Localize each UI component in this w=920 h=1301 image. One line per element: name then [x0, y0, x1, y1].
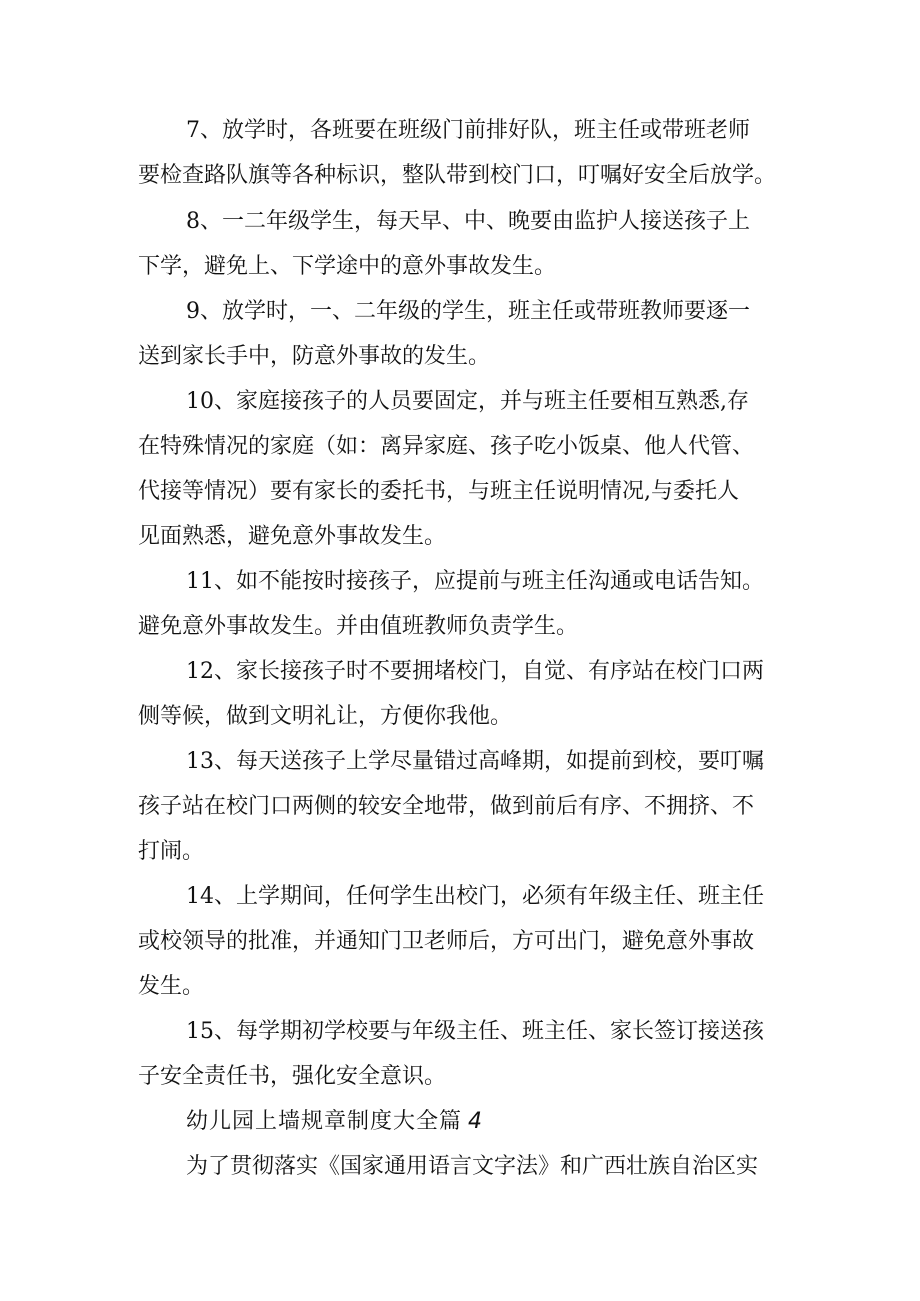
paragraph-14-line-3: 发生。: [138, 974, 205, 999]
paragraph-11-line-2: 避免意外事故发生。并由值班教师负责学生。: [138, 614, 579, 639]
paragraph-12-line-2: 侧等候，做到文明礼让，方便你我他。: [138, 704, 513, 729]
paragraph-11-line-1: 11、如不能按时接孩子，应提前与班主任沟通或电话告知。: [186, 569, 764, 594]
paragraph-9-line-1: 9、放学时，一、二年级的学生，班主任或带班教师要逐一: [186, 299, 750, 324]
paragraph-8-line-2: 下学，避免上、下学途中的意外事故发生。: [138, 254, 557, 279]
section-heading: [186, 1107, 483, 1137]
paragraph-10-line-1: 10、家庭接孩子的人员要固定，并与班主任要相互熟悉,存: [186, 389, 749, 414]
paragraph-9-line-2: 送到家长手中，防意外事故的发生。: [138, 344, 491, 369]
closing-paragraph-line-1: 为了贯彻落实《国家通用语言文字法》和广西壮族自治区实: [186, 1154, 759, 1179]
paragraph-8-line-1: 8、一二年级学生，每天早、中、晚要由监护人接送孩子上: [186, 209, 750, 234]
paragraph-7-line-1: 7、放学时，各班要在班级门前排好队，班主任或带班老师: [186, 118, 750, 143]
paragraph-7-line-2: 要检查路队旗等各种标识，整队带到校门口，叮嘱好安全后放学。: [138, 163, 777, 188]
section-heading-text: 幼儿园上墙规章制度大全篇: [186, 1109, 463, 1134]
paragraph-10-line-3: 代接等情况）要有家长的委托书，与班主任说明情况,与委托人: [138, 479, 739, 504]
paragraph-13-line-1: 13、每天送孩子上学尽量错过高峰期，如提前到校，要叮嘱: [186, 749, 764, 774]
paragraph-15-line-1: 15、每学期初学校要与年级主任、班主任、家长签订接送孩: [186, 1019, 764, 1044]
paragraph-10-line-2: 在特殊情况的家庭（如：离异家庭、孩子吃小饭桌、他人代管、: [138, 434, 755, 459]
paragraph-14-line-2: 或校领导的批准，并通知门卫老师后，方可出门，避免意外事故: [138, 929, 755, 954]
section-heading-number: 4: [468, 1109, 484, 1134]
paragraph-13-line-2: 孩子站在校门口两侧的较安全地带，做到前后有序、不拥挤、不: [138, 794, 755, 819]
paragraph-14-line-1: 14、上学期间，任何学生出校门，必须有年级主任、班主任: [186, 884, 764, 909]
paragraph-13-line-3: 打闹。: [138, 839, 205, 864]
paragraph-10-line-4: 见面熟悉，避免意外事故发生。: [138, 524, 447, 549]
paragraph-12-line-1: 12、家长接孩子时不要拥堵校门，自觉、有序站在校门口两: [186, 659, 764, 684]
paragraph-15-line-2: 子安全责任书，强化安全意识。: [138, 1064, 447, 1089]
